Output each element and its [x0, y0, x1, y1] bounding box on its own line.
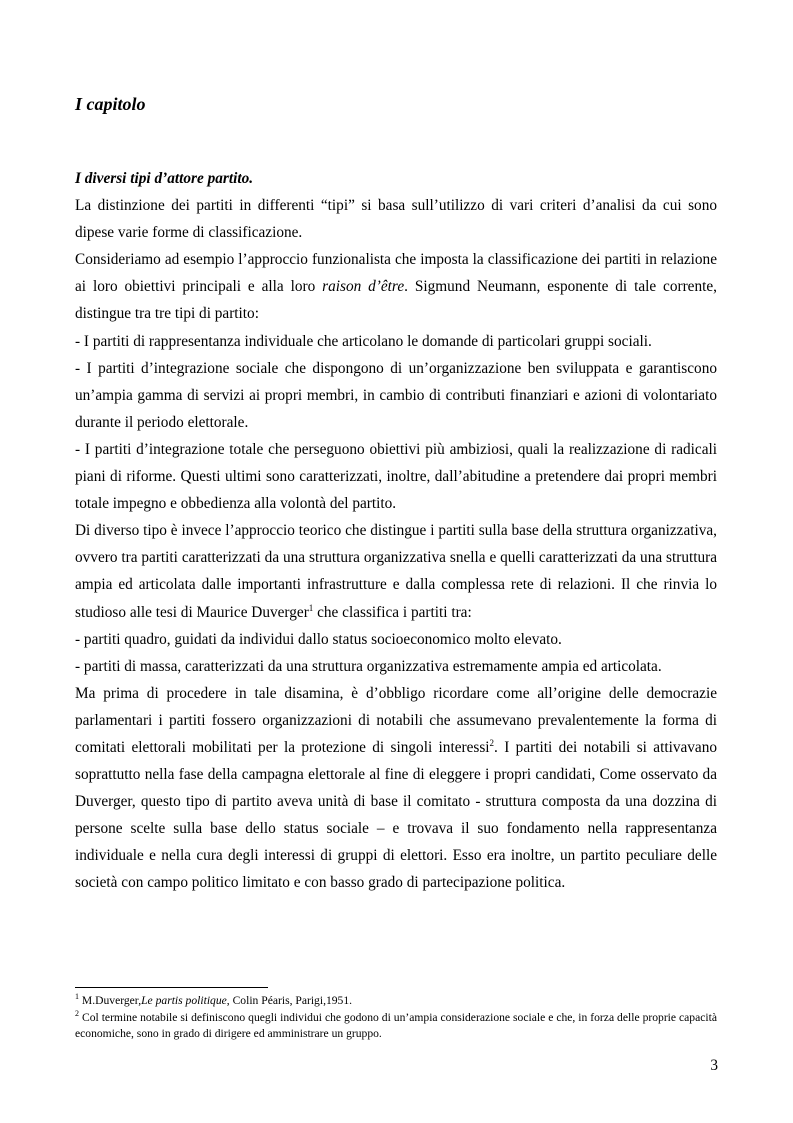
paragraph-organizational-text-b: che classifica i partiti tra: — [313, 603, 472, 621]
list-item-total-integration: - I partiti d’integrazione totale che perseguono obiettivi più ambiziosi, quali la realizzazione di radicali piani di riforme. Questi ultimi sono caratterizzati, inoltre, dall’abitudine a pretendere dai propri membri totale impegno e obbedienza alla volontà del partito. — [75, 440, 717, 513]
paragraph-notables — [75, 680, 717, 897]
paragraph-functionalist — [75, 246, 717, 327]
footnotes — [75, 993, 717, 1043]
footnote-2 — [75, 1010, 717, 1043]
footnote-1-text-a: M.Duverger, — [79, 994, 142, 1007]
paragraph-functionalist-text-b: . Sigmund Neumann, esponente di tale corrente, distingue tra tre tipi di partito: — [75, 278, 717, 323]
list-item-individual-representation: - I partiti di rappresentanza individuale che articolano le domande di particolari gruppi sociali. — [75, 332, 652, 350]
footnote-1 — [75, 993, 717, 1010]
chapter-title: I capitolo — [75, 94, 146, 114]
list-item-social-integration: - I partiti d’integrazione sociale che dispongono di un’organizzazione ben sviluppata e garantiscono un’ampia gamma di servizi ai propri membri, in cambio di contributi finanziari e azioni di volontariato durante il periodo elettorale. — [75, 359, 717, 431]
paragraph-intro: La distinzione dei partiti in differenti “tipi” si basa sull’utilizzo di vari criteri d’analisi da cui sono dipese varie forme di classificazione. — [75, 197, 717, 242]
paragraph-organizational-text-a: Di diverso tipo è invece l’approccio teorico che distingue i partiti sulla base della struttura organizzativa, ovvero tra partiti caratterizzati da una struttura organizzativa snella e quelli caratterizzati da una struttura ampia ed articolata dalle importanti infrastrutture e dalla complessa rete di relazioni. Il che rinvia lo studioso alle tesi di Maurice Duverger — [75, 522, 717, 621]
footnote-divider — [75, 987, 268, 988]
footnote-marker-1: 1 — [75, 992, 79, 1002]
paragraph-notables-text-b: . I partiti dei notabili si attivavano soprattutto nella fase della campagna elettorale al fine di eleggere i propri candidati, Come osservato da Duverger, questo tipo di partito aveva unità di base il comitato - struttura composta da una dozzina di persone scelte sulla base dello status sociale – e trovava il suo fondamento nella rappresentanza individuale e nella cura degli interessi di gruppi di elettori. Esso era inoltre, un partito peculiare delle società con campo politico limitato e con basso grado di partecipazione politica. — [75, 738, 717, 892]
footnote-marker-2: 2 — [75, 1008, 79, 1018]
footnote-2-text: Col termine notabile si definiscono quegli individui che godono di un’ampia considerazione sociale e che, in forza delle proprie capacità economiche, sono in grado di dirigere ed amministrare un gruppo. — [75, 1010, 717, 1040]
paragraph-organizational — [75, 517, 717, 625]
footnote-1-title: Le partis politique — [141, 994, 227, 1007]
page-number: 3 — [710, 1057, 718, 1074]
list-item-cadre-parties: - partiti quadro, guidati da individui dallo status socioeconomico molto elevato. — [75, 630, 562, 648]
paragraph-functionalist-text-a: Consideriamo ad esempio l’approccio funzionalista che imposta la classificazione dei partiti in relazione ai loro obiettivi principali e alla loro — [75, 251, 717, 296]
footnote-ref-1[interactable]: 1 — [308, 602, 314, 613]
italic-raison-detre: raison d’être — [322, 278, 405, 296]
footnote-1-text-b: , Colin Péaris, Parigi,1951. — [226, 994, 353, 1007]
body-text — [75, 165, 717, 897]
list-item-mass-parties: - partiti di massa, caratterizzati da una struttura organizzativa estremamente ampia ed articolata. — [75, 657, 662, 675]
section-title: I diversi tipi d’attore partito. — [75, 170, 254, 187]
paragraph-notables-text-a: Ma prima di procedere in tale disamina, è d’obbligo ricordare come all’origine delle democrazie parlamentari i partiti fossero organizzazioni di notabili che assumevano prevalentemente la forma di comitati elettorali mobilitati per la protezione di singoli interessi — [75, 684, 717, 756]
footnote-ref-2[interactable]: 2 — [489, 737, 495, 748]
